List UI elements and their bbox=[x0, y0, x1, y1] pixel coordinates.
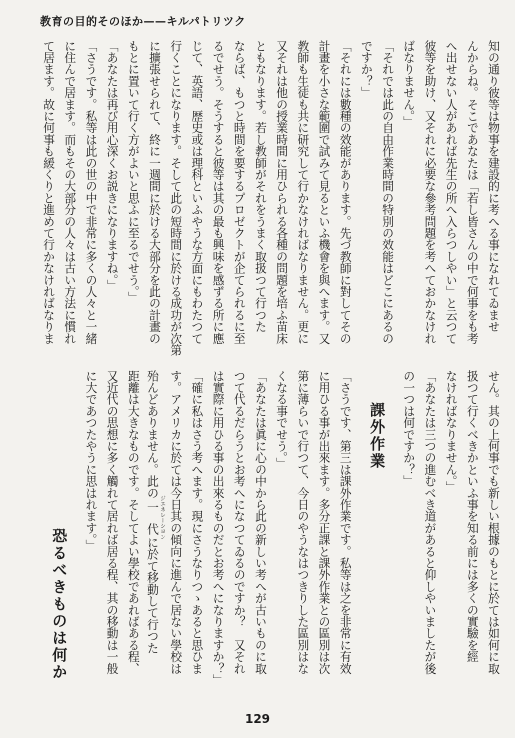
text-column: んからね。そこであなたは「若し皆さんの中で何事をも考 bbox=[465, 40, 480, 345]
text-column: 教師も生徒も共に研究して行かなければなりません。更に bbox=[296, 40, 311, 345]
text-column: 知の通り彼等は物事を建設的に考へる事になれてゐませ bbox=[487, 40, 501, 333]
text-column: つて代るだらうとお考へになつてゐるのですか？ 又それ bbox=[232, 370, 247, 675]
text-column: す。アメリカに於ては今日其の傾向に進んで居ない學校は bbox=[169, 370, 184, 675]
text-column bbox=[144, 370, 165, 688]
text-column: 「確に私はさう考へます。現にさうなりつゝあると思ひま bbox=[190, 370, 205, 675]
text-column: 計畫を小さな範圍で試みて見るといふ機會を與へます。又 bbox=[317, 40, 332, 345]
text-column: に用ひる事が出來ます。多分正課と課外作業との區別は次 bbox=[317, 370, 332, 675]
ruby-annotation: ジエネレーシヨン bbox=[158, 495, 165, 540]
column-text: 殆んどありません。此の bbox=[145, 370, 160, 499]
text-column: 「あなたは眞に心の中から此の新しい考へが古いものに取 bbox=[253, 370, 268, 675]
text-column: るでせう。そうすると彼等は其の最も興味を感ずる所に應 bbox=[211, 40, 226, 345]
text-column: 「それでは此の自由作業時間の特別の效能はどこにあるの bbox=[381, 40, 396, 345]
text-column: ならば、もつと時間を要するプロゼクトが企てられるに至 bbox=[232, 40, 247, 345]
running-header: 教育の目的そのほか——キルパトリツク bbox=[40, 15, 246, 28]
text-column: 第に薄らいで行つて、今日のやうなはつきりした區別はな bbox=[296, 370, 311, 675]
text-column: もとに置いて行く方がよいと思ふに至るでせう。」 bbox=[126, 40, 141, 304]
section-heading: 課外作業 bbox=[368, 402, 387, 470]
text-column: なければなりません。」 bbox=[444, 370, 459, 493]
text-column: の一つは何ですか？」 bbox=[402, 370, 417, 487]
text-column: くなる事でせう。」 bbox=[275, 370, 290, 470]
upper-tier bbox=[36, 40, 504, 358]
column-text: に於て移動して行つた bbox=[145, 536, 160, 654]
next-section-heading: 恐るべきものは何か bbox=[50, 528, 69, 681]
text-column: ばなりません。」 bbox=[402, 40, 417, 128]
ruby-base: 一代 bbox=[145, 495, 160, 540]
text-column: に擴張せられて、終に一週間に於ける大部分を此の計畫の bbox=[148, 40, 162, 345]
text-column: 又近代の思想に多く觸れて居れば居る程、其の移動は一般 bbox=[105, 370, 120, 675]
text-column: 又それは他の授業時間に用ひられる各種の問題を培ふ苗床 bbox=[275, 40, 290, 345]
text-column: 行くことになります。そして此の短時間に於ける成功が次第 bbox=[169, 40, 184, 356]
text-column: ともなります。若し教師がそれをうまく取扱つて行つた bbox=[253, 40, 268, 333]
lower-tier bbox=[36, 370, 504, 688]
text-column: せん。其の上何事でも新しい根據のもとに於ては如何に取 bbox=[487, 370, 501, 675]
text-column: 「あなたは三つの進むべき道があると仰しやいましたが後 bbox=[423, 370, 438, 675]
text-column: ですか？」 bbox=[359, 40, 374, 99]
ruby-word bbox=[145, 495, 165, 540]
text-column: に大であつたやうに思はれます。」 bbox=[84, 370, 99, 552]
text-column: へ出せない人があれば先生の所へ入らつしやい」と云つて bbox=[444, 40, 459, 345]
text-column: 「それには數種の效能があります。先づ教師に對してその bbox=[338, 40, 353, 345]
text-column: て居ます。故に何事も緩くりと進めて行かなければなりま bbox=[42, 40, 57, 345]
text-column: 彼等を助け、又それに必要な參考問題を考へておかなけれ bbox=[423, 40, 438, 345]
text-column: に住んで居ます。而もその大部分の人々は古い方法に慣れ bbox=[63, 40, 78, 345]
text-column: 「あなたは再び用心深くお説きになりますね。」 bbox=[105, 40, 120, 292]
page-number: 129 bbox=[244, 712, 271, 726]
text-column: 距離は大きなものです。そしてよい學校であればある程、 bbox=[126, 370, 141, 675]
text-column: 「さうです、第三は課外作業です。私等は之を非常に有效 bbox=[338, 370, 353, 675]
text-column: 「さうです。私等は此の世の中で非常に多くの人々と一緒 bbox=[84, 40, 99, 345]
text-column: は實際に用ひる事の出來るものだとお考へになりますか？」 bbox=[211, 370, 226, 686]
text-column: じて、英語、歴史或は理科といふやうな方面にもわたつて bbox=[190, 40, 205, 345]
text-column: 扱つて行くべきかといふ事を知る前には多くの實驗を經 bbox=[465, 370, 480, 663]
